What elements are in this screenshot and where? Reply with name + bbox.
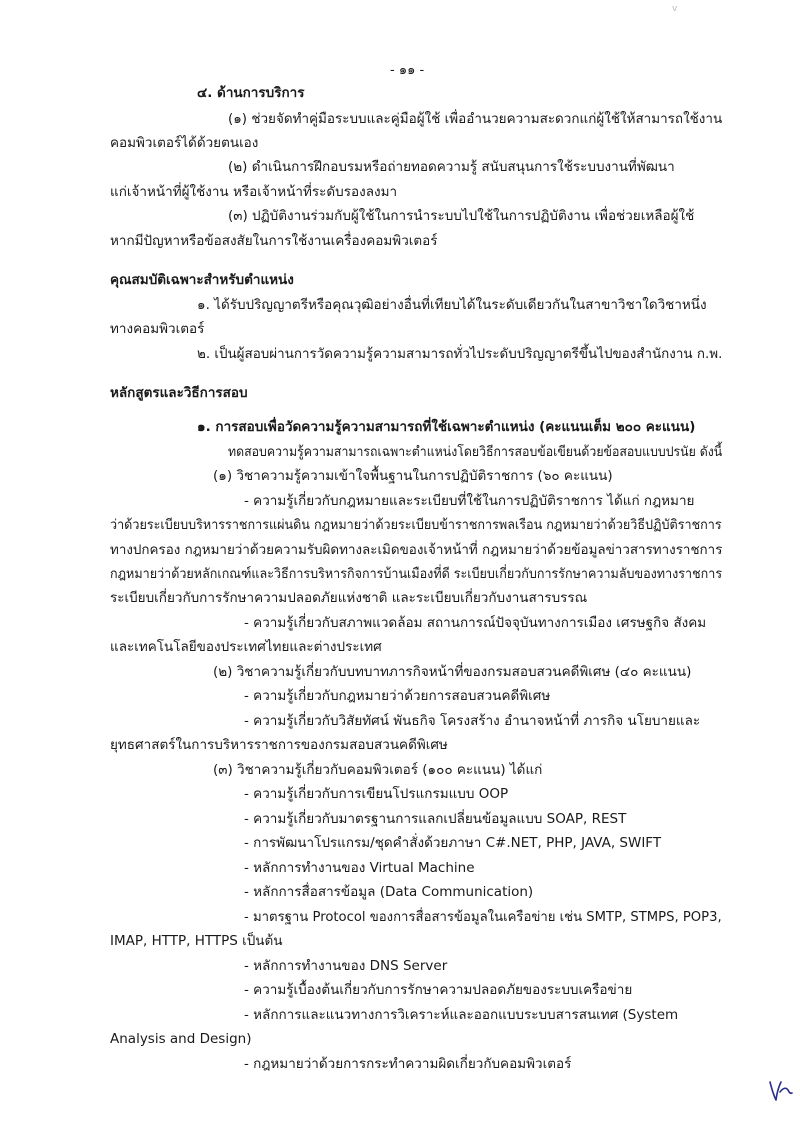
service-item-1-line1: (๑) ช่วยจัดทำคู่มือระบบและคู่มือผู้ใช้ เพื่ออำนวยความสะดวกแก่ผู้ใช้ให้สามารถใช้งาน: [228, 111, 723, 127]
subject3-bullet-protocol-line2: IMAP, HTTP, HTTPS เป็นต้น: [110, 933, 283, 949]
qualification-1-line2: ทางคอมพิวเตอร์: [110, 321, 205, 337]
scan-speck: v: [672, 4, 678, 14]
subject3-bullet-computer-crime: - กฎหมายว่าด้วยการกระทำความผิดเกี่ยวกับคอมพิวเตอร์: [244, 1056, 572, 1072]
service-item-2-line2: แก่เจ้าหน้าที่ผู้ใช้งาน หรือเจ้าหน้าที่ระดับรองลงมา: [110, 184, 398, 200]
subject1-bullet1-line2: ว่าด้วยระเบียบบริหารราชการแผ่นดิน กฎหมายว่าด้วยระเบียบข้าราชการพลเรือน กฎหมายว่าด้วยวิธีปฏิบัติราชการ: [110, 517, 722, 533]
subject3-bullet-datacomm: - หลักการสื่อสารข้อมูล (Data Communication): [244, 884, 534, 900]
subject2-title: (๒) วิชาความรู้เกี่ยวกับบทบาทภารกิจหน้าที่ของกรมสอบสวนคดีพิเศษ (๔๐ คะแนน): [213, 664, 692, 680]
exam-part1-intro: ทดสอบความรู้ความสามารถเฉพาะตำแหน่งโดยวิธีการสอบข้อเขียนด้วยข้อสอบแบบปรนัย ดังนี้: [228, 444, 723, 460]
handwritten-initials: [768, 1078, 794, 1108]
exam-part1-heading: ๑. การสอบเพื่อวัดความรู้ความสามารถที่ใช้เฉพาะตำแหน่ง (คะแนนเต็ม ๒๐๐ คะแนน): [197, 419, 696, 435]
subject3-bullet-sad-line1: - หลักการและแนวทางการวิเคราะห์และออกแบบระบบสารสนเทศ (System: [244, 1007, 679, 1023]
subject3-bullet-protocol-line1: - มาตรฐาน Protocol ของการสื่อสารข้อมูลในเครือข่าย เช่น SMTP, STMPS, POP3,: [244, 909, 722, 925]
subject3-title: (๓) วิชาความรู้เกี่ยวกับคอมพิวเตอร์ (๑๐๐ คะแนน) ได้แก่: [213, 762, 543, 778]
subject1-bullet2-line2: และเทคโนโลยีของประเทศไทยและต่างประเทศ: [110, 639, 382, 655]
subject1-bullet2-line1: - ความรู้เกี่ยวกับสภาพแวดล้อม สถานการณ์ปัจจุบันทางการเมือง เศรษฐกิจ สังคม: [244, 615, 707, 631]
section-heading-exam: หลักสูตรและวิธีการสอบ: [110, 385, 248, 401]
section-heading-qualifications: คุณสมบัติเฉพาะสำหรับตำแหน่ง: [110, 272, 294, 288]
subject2-bullet2-line1: - ความรู้เกี่ยวกับวิสัยทัศน์ พันธกิจ โครงสร้าง อำนาจหน้าที่ ภารกิจ นโยบายและ: [244, 713, 701, 729]
subject3-bullet-dns: - หลักการทำงานของ DNS Server: [244, 958, 448, 974]
subject3-bullet-vm: - หลักการทำงานของ Virtual Machine: [244, 860, 475, 876]
subject3-bullet-oop: - ความรู้เกี่ยวกับการเขียนโปรแกรมแบบ OOP: [244, 786, 509, 802]
subject2-bullet2-line2: ยุทธศาสตร์ในการบริหารราชการของกรมสอบสวนคดีพิเศษ: [110, 737, 448, 753]
qualification-2: ๒. เป็นผู้สอบผ่านการวัดความรู้ความสามารถทั่วไประดับปริญญาตรีขึ้นไปของสำนักงาน ก.พ.: [197, 346, 723, 362]
subject1-bullet1-line3: ทางปกครอง กฎหมายว่าด้วยความรับผิดทางละเมิดของเจ้าหน้าที่ กฎหมายว่าด้วยข้อมูลข่าวสารทางราชการ: [110, 542, 723, 558]
initials-mark: [768, 1078, 794, 1102]
page-number: - ๑๑ -: [390, 63, 425, 78]
subject1-title: (๑) วิชาความรู้ความเข้าใจพื้นฐานในการปฏิบัติราชการ (๖๐ คะแนน): [213, 468, 613, 484]
subject3-bullet-sad-line2: Analysis and Design): [110, 1031, 252, 1047]
subject3-bullet-soap-rest: - ความรู้เกี่ยวกับมาตรฐานการแลกเปลี่ยนข้อมูลแบบ SOAP, REST: [244, 811, 627, 827]
service-item-2-line1: (๒) ดำเนินการฝึกอบรมหรือถ่ายทอดความรู้ สนับสนุนการใช้ระบบงานที่พัฒนา: [228, 159, 675, 175]
subject1-bullet1-line5: ระเบียบเกี่ยวกับการรักษาความปลอดภัยแห่งชาติ และระเบียบเกี่ยวกับงานสารบรรณ: [110, 590, 588, 606]
subject1-bullet1-line1: - ความรู้เกี่ยวกับกฎหมายและระเบียบที่ใช้ในการปฏิบัติราชการ ได้แก่ กฎหมาย: [244, 493, 695, 509]
subject3-bullet-languages: - การพัฒนาโปรแกรม/ชุดคำสั่งด้วยภาษา C#.NET, PHP, JAVA, SWIFT: [244, 835, 662, 851]
qualification-1-line1: ๑. ได้รับปริญญาตรีหรือคุณวุฒิอย่างอื่นที่เทียบได้ในระดับเดียวกันในสาขาวิชาใดวิชาหนึ่ง: [197, 297, 707, 313]
subject1-bullet1-line4: กฎหมายว่าด้วยหลักเกณฑ์และวิธีการบริหารกิจการบ้านเมืองที่ดี ระเบียบเกี่ยวกับการรักษาความลับของทางราชการ: [110, 566, 723, 582]
service-item-3-line2: หากมีปัญหาหรือข้อสงสัยในการใช้งานเครื่องคอมพิวเตอร์: [110, 233, 438, 249]
subject2-bullet1: - ความรู้เกี่ยวกับกฎหมายว่าด้วยการสอบสวนคดีพิเศษ: [244, 688, 551, 704]
section-heading-service: ๔. ด้านการบริการ: [197, 85, 305, 101]
service-item-1-line2: คอมพิวเตอร์ได้ด้วยตนเอง: [110, 135, 259, 151]
subject3-bullet-network-security: - ความรู้เบื้องต้นเกี่ยวกับการรักษาความปลอดภัยของระบบเครือข่าย: [244, 982, 633, 998]
service-item-3-line1: (๓) ปฏิบัติงานร่วมกับผู้ใช้ในการนำระบบไปใช้ในการปฏิบัติงาน เพื่อช่วยเหลือผู้ใช้: [228, 208, 695, 224]
